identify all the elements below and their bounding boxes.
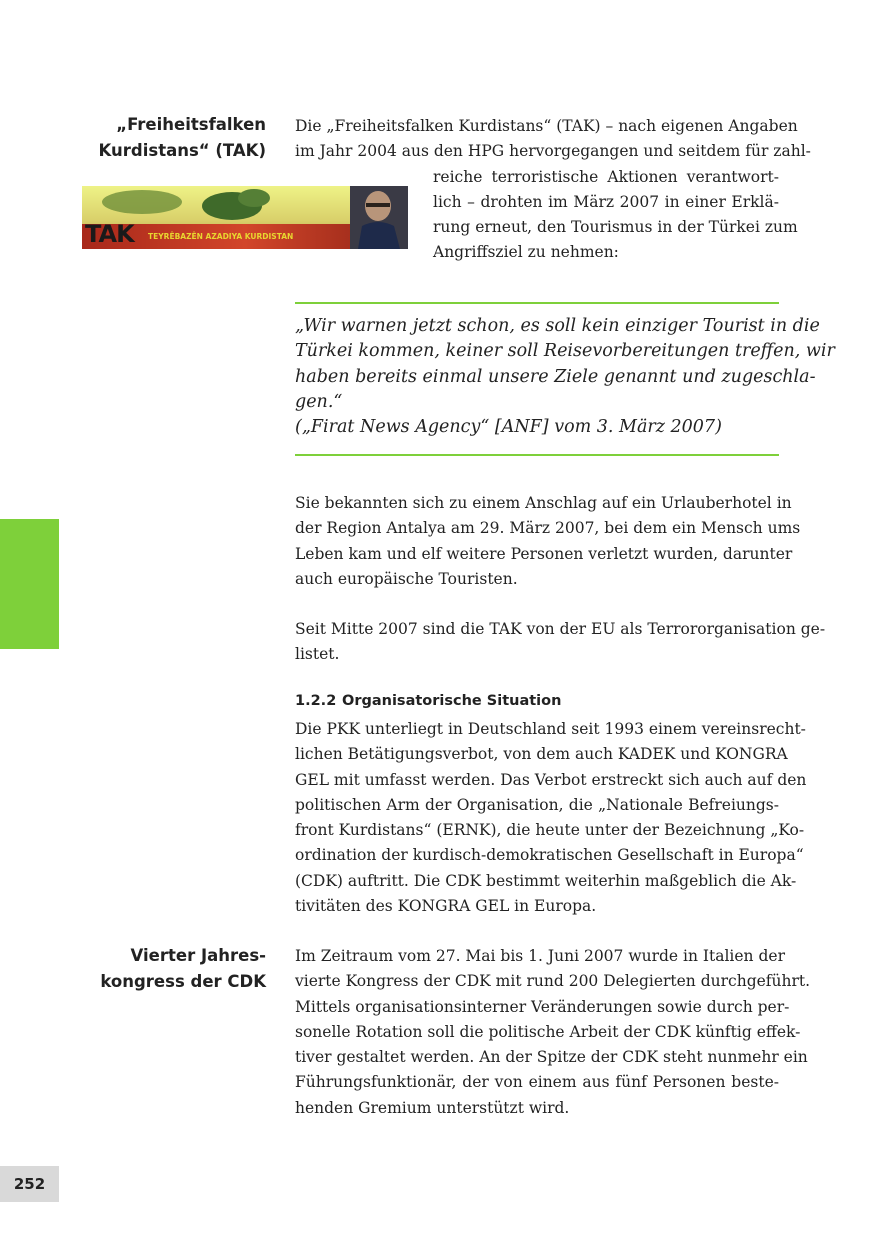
section-title: Organisatorische Situation — [342, 693, 562, 709]
text-line: Im Zeitraum vom 27. Mai bis 1. Juni 2007 wurde in Italien der — [295, 947, 785, 965]
text-line: Führungsfunktionär, der von einem aus fünf Personen beste- — [295, 1073, 779, 1092]
margin-heading-cdk — [76, 943, 266, 995]
text-line: im Jahr 2004 aus den HPG hervorgegangen und seitdem für zahl- — [295, 142, 811, 161]
paragraph-organisation — [295, 717, 807, 919]
margin-heading-line: Vierter Jahres- — [130, 946, 266, 965]
paragraph-congress — [295, 944, 811, 1121]
margin-heading-line: kongress der CDK — [100, 972, 266, 991]
text-line: Leben kam und elf weitere Personen verletzt wurden, darunter — [295, 544, 793, 563]
quote-line: gen.“ — [295, 391, 343, 412]
quote-line: Türkei kommen, keiner soll Reisevorbereitungen treffen, wir — [295, 341, 835, 362]
text-line: (CDK) auftritt. Die CDK bestimmt weiterhin maßgeblich die Ak- — [295, 871, 797, 890]
section-heading — [295, 693, 561, 709]
text-line: tivitäten des KONGRA GEL in Europa. — [295, 897, 597, 916]
text-line: listet. — [295, 645, 340, 664]
text-line: Sie bekannten sich zu einem Anschlag auf ein Urlauberhotel in — [295, 494, 792, 512]
banner-slogan: TEYRÊBAZÊN AZADIYA KURDISTAN — [148, 232, 294, 241]
text-line: vierte Kongress der CDK mit rund 200 Delegierten durchgeführt. — [295, 972, 811, 991]
paragraph-eu — [295, 617, 826, 668]
text-line: politischen Arm der Organisation, die „Nationale Befreiungs- — [295, 795, 779, 814]
quote-text — [295, 314, 835, 440]
section-number: 1.2.2 — [295, 693, 337, 709]
tak-banner-image — [82, 186, 408, 249]
text-line: Mittels organisationsinterner Veränderungen sowie durch per- — [295, 997, 790, 1016]
quote-line: „Wir warnen jetzt schon, es soll kein einziger Tourist in die — [295, 316, 820, 336]
text-line: Angriffsziel zu nehmen: — [433, 243, 619, 262]
text-line: Die PKK unterliegt in Deutschland seit 1993 einem vereinsrecht- — [295, 720, 806, 738]
text-line: Seit Mitte 2007 sind die TAK von der EU als Terrororganisation ge- — [295, 620, 826, 638]
page-number: 252 — [0, 1166, 59, 1202]
text-line: sonelle Rotation soll die politische Arbeit der CDK künftig effek- — [295, 1022, 801, 1041]
quote-source: („Firat News Agency“ [ANF] vom 3. März 2007) — [295, 417, 722, 438]
margin-heading-line: Kurdistans“ (TAK) — [98, 141, 266, 160]
text-line: GEL mit umfasst werden. Das Verbot erstreckt sich auch auf den — [295, 770, 807, 789]
margin-heading-line: „Freiheitsfalken — [116, 115, 266, 134]
text-line: tiver gestaltet werden. An der Spitze der CDK steht nunmehr ein — [295, 1048, 808, 1067]
text-line: rung erneut, den Tourismus in der Türkei zum — [433, 218, 798, 237]
text-line: Die „Freiheitsfalken Kurdistans“ (TAK) – nach eigenen Angaben — [295, 117, 798, 135]
margin-heading-tak — [76, 112, 266, 164]
text-line: der Region Antalya am 29. März 2007, bei dem ein Mensch ums — [295, 519, 801, 538]
paragraph-attack — [295, 491, 801, 592]
text-line: lichen Betätigungsverbot, von dem auch KADEK und KONGRA — [295, 745, 788, 764]
quote-line: haben bereits einmal unsere Ziele genannt und zugeschla- — [295, 366, 816, 387]
text-line: ordination der kurdisch-demokratischen Gesellschaft in Europa“ — [295, 846, 804, 865]
text-line: henden Gremium unterstützt wird. — [295, 1098, 570, 1117]
chapter-tab-marker — [0, 519, 59, 649]
quote-block — [295, 302, 835, 456]
text-line: reiche terroristische Aktionen verantwort- — [433, 167, 779, 186]
text-line: lich – drohten im März 2007 in einer Erklä- — [433, 192, 779, 211]
banner-logo-text: TAK — [85, 220, 134, 248]
text-line: auch europäische Touristen. — [295, 569, 518, 588]
text-line: front Kurdistans“ (ERNK), die heute unter der Bezeichnung „Ko- — [295, 821, 805, 840]
